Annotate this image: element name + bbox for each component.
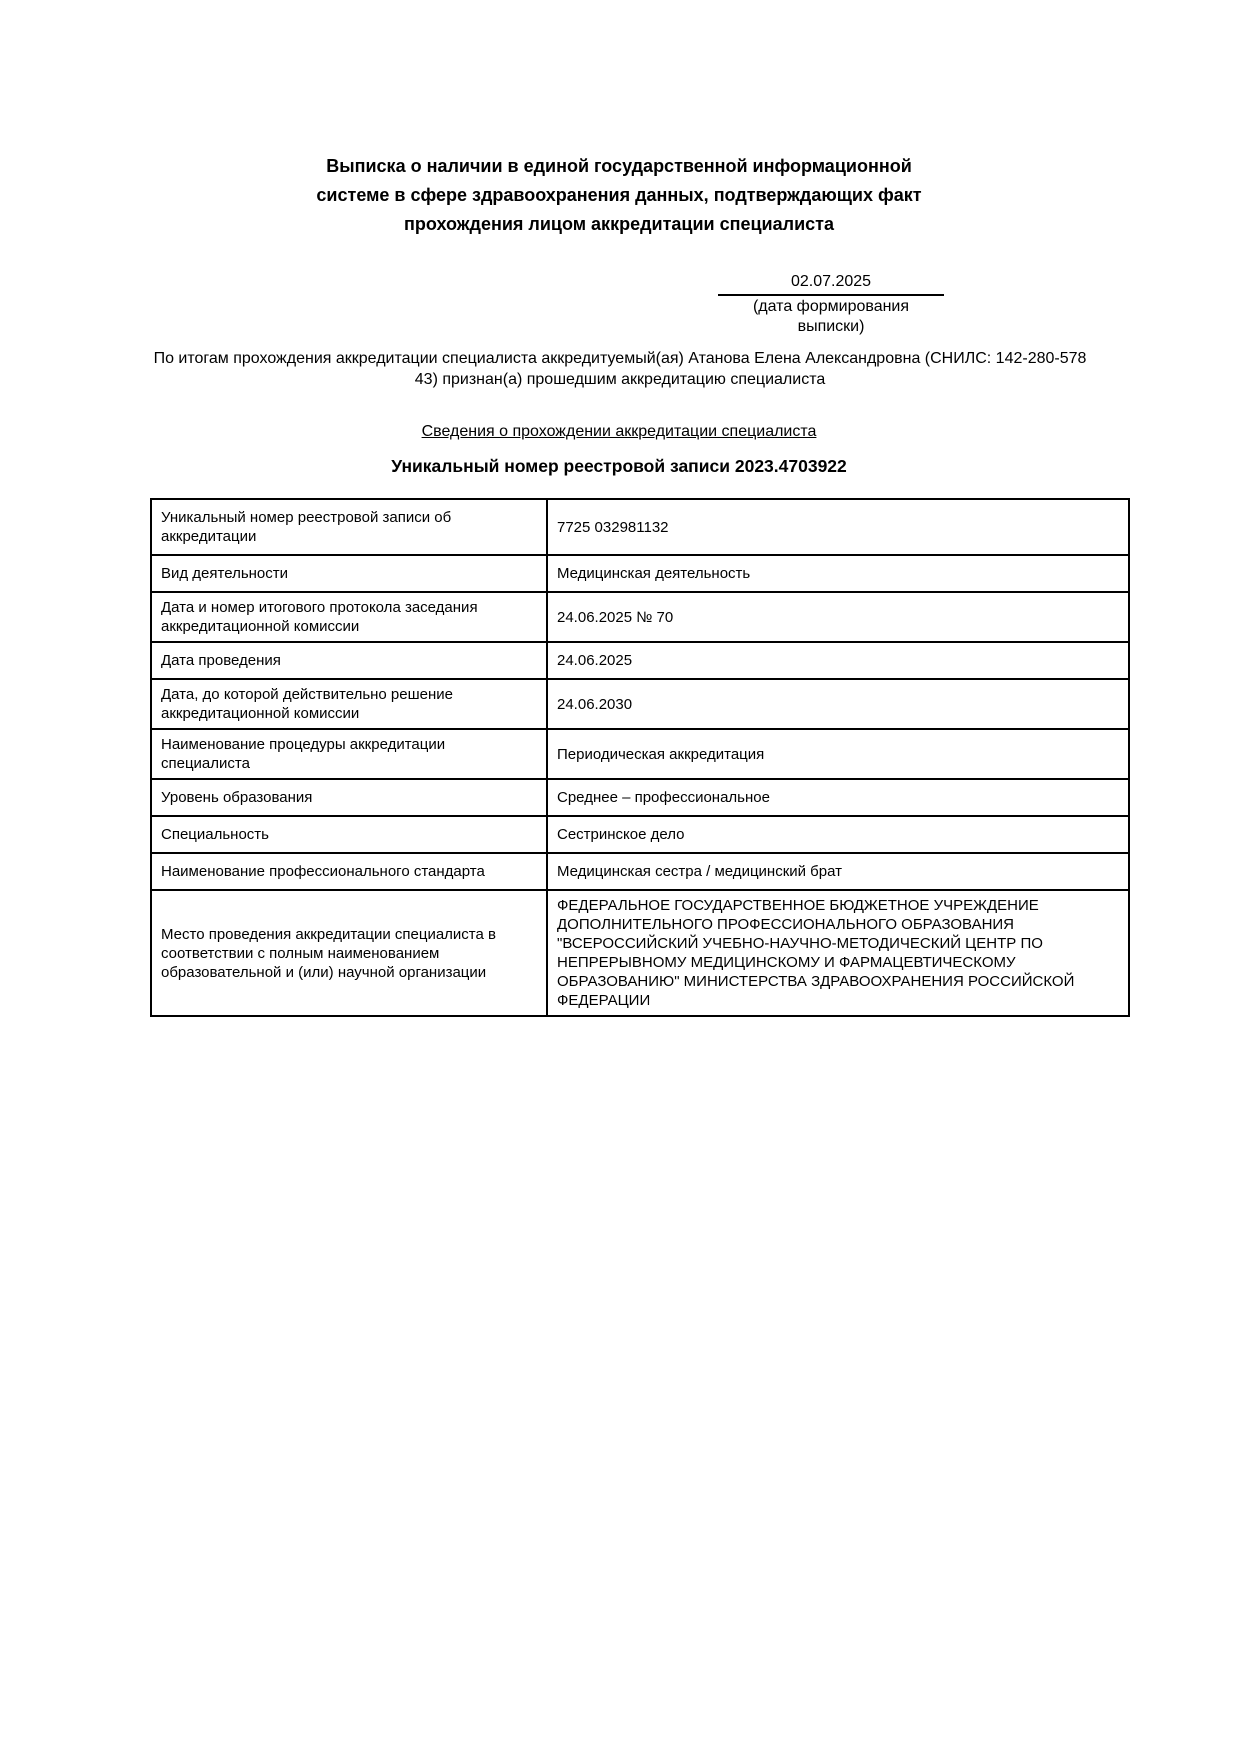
field-value: Среднее – профессиональное (547, 779, 1129, 816)
field-label: Дата, до которой действительно решение аккредитационной комиссии (151, 679, 547, 729)
formation-date-block (718, 272, 944, 337)
field-label: Уникальный номер реестровой записи об аккредитации (151, 499, 547, 555)
field-value: 24.06.2030 (547, 679, 1129, 729)
field-value: Медицинская сестра / медицинский брат (547, 853, 1129, 890)
field-label: Вид деятельности (151, 555, 547, 592)
table-row (151, 853, 1129, 890)
field-value: 24.06.2025 № 70 (547, 592, 1129, 642)
table-row (151, 592, 1129, 642)
table-row (151, 499, 1129, 555)
field-value: ФЕДЕРАЛЬНОЕ ГОСУДАРСТВЕННОЕ БЮДЖЕТНОЕ УЧРЕЖДЕНИЕ ДОПОЛНИТЕЛЬНОГО ПРОФЕССИОНАЛЬНОГО ОБРАЗОВАНИЯ "ВСЕРОССИЙСКИЙ УЧЕБНО-НАУЧНО-МЕТОДИЧЕСКИЙ ЦЕНТР ПО НЕПРЕРЫВНОМУ МЕДИЦИНСКОМУ И ФАРМАЦЕВТИЧЕСКОМУ ОБРАЗОВАНИЮ" МИНИСТЕРСТВА ЗДРАВООХРАНЕНИЯ РОССИЙСКОЙ ФЕДЕРАЦИИ (547, 890, 1129, 1016)
table-row (151, 679, 1129, 729)
field-label: Место проведения аккредитации специалиста в соответствии с полным наименованием образовательной и (или) научной организации (151, 890, 547, 1016)
formation-date-value: 02.07.2025 (718, 272, 944, 296)
record-number-heading: Уникальный номер реестровой записи 2023.4703922 (391, 456, 847, 476)
accreditation-table (150, 498, 1130, 1017)
table-row (151, 642, 1129, 679)
document-title-line-2: системе в сфере здравоохранения данных, подтверждающих факт (316, 185, 922, 205)
field-label: Наименование процедуры аккредитации специалиста (151, 729, 547, 779)
field-value: Сестринское дело (547, 816, 1129, 853)
document-title-line-3: прохождения лицом аккредитации специалиста (404, 214, 834, 234)
formation-date-caption: (дата формирования выписки) (752, 298, 910, 335)
table-row (151, 555, 1129, 592)
table-row (151, 779, 1129, 816)
field-value: 7725 032981132 (547, 499, 1129, 555)
section-heading: Сведения о прохождении аккредитации специалиста (421, 423, 817, 440)
field-label: Специальность (151, 816, 547, 853)
document-title (150, 152, 1088, 239)
field-value: 24.06.2025 (547, 642, 1129, 679)
intro-line-1: По итогам прохождения аккредитации специалиста аккредитуемый(ая) Атанова Елена Александровна (СНИЛС: 142-280-578 (153, 350, 1087, 367)
table-row (151, 729, 1129, 779)
field-label: Уровень образования (151, 779, 547, 816)
field-value: Периодическая аккредитация (547, 729, 1129, 779)
intro-line-2: 43) признан(а) прошедшим аккредитацию специалиста (414, 371, 826, 388)
field-label: Дата проведения (151, 642, 547, 679)
field-label: Дата и номер итогового протокола заседания аккредитационной комиссии (151, 592, 547, 642)
intro-paragraph (0, 348, 1240, 390)
field-value: Медицинская деятельность (547, 555, 1129, 592)
field-label: Наименование профессионального стандарта (151, 853, 547, 890)
table-row (151, 816, 1129, 853)
document-title-line-1: Выписка о наличии в единой государственной информационной (326, 156, 912, 176)
table-row (151, 890, 1129, 1016)
